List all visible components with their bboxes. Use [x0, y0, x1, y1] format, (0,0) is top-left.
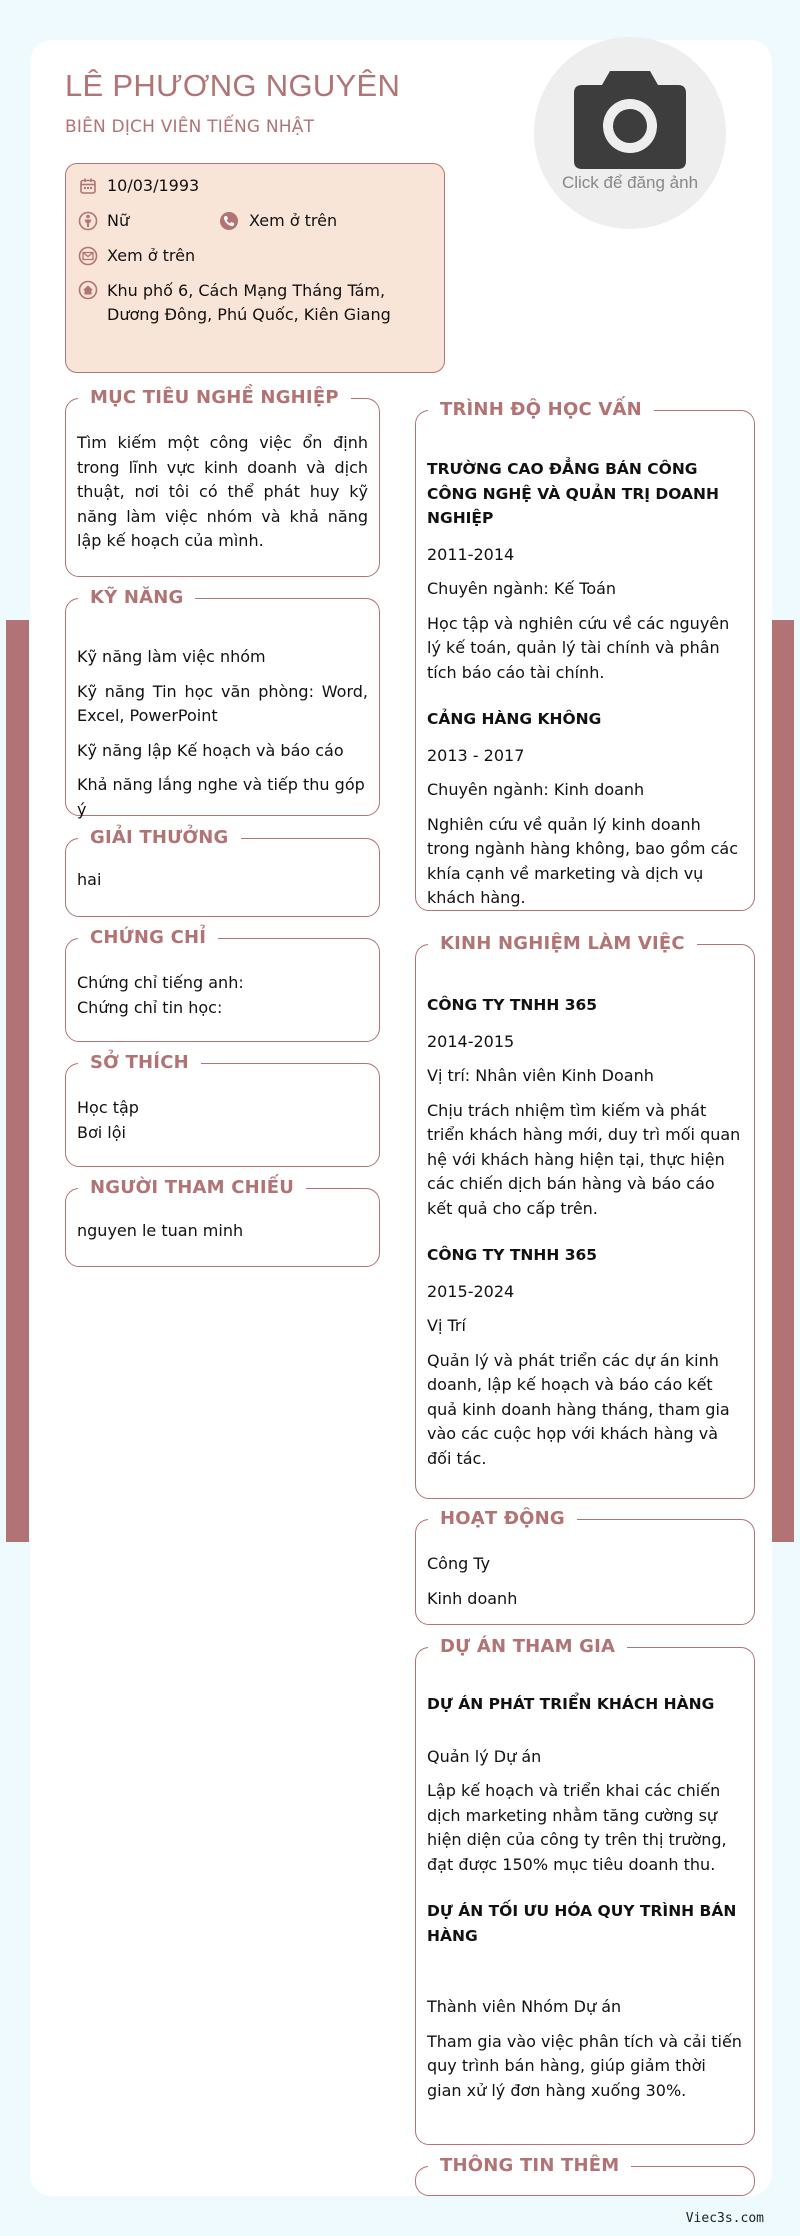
activity-item[interactable]: Công Ty — [427, 1554, 491, 1573]
photo-upload[interactable] — [534, 37, 726, 229]
home-icon — [78, 280, 98, 300]
education-period[interactable]: 2013 - 2017 — [427, 745, 525, 765]
hobby-item[interactable]: Bơi lội — [77, 1122, 126, 1142]
section-objective — [65, 387, 380, 577]
certificate-item[interactable]: Chứng chỉ tin học: — [77, 997, 223, 1017]
right-decor-stripe — [771, 620, 794, 1542]
education-desc[interactable]: Học tập và nghiên cứu về các nguyên lý kế toán, quản lý tài chính và phân tích báo cáo tài chính. — [427, 613, 730, 682]
company-name[interactable]: CÔNG TY TNHH 365 — [427, 996, 598, 1014]
section-hobbies — [65, 1052, 380, 1167]
education-period[interactable]: 2011-2014 — [427, 544, 515, 564]
project-role[interactable]: Quản lý Dự án — [427, 1746, 542, 1766]
section-projects — [415, 1636, 755, 2145]
email-icon — [78, 246, 98, 266]
phone[interactable]: Xem ở trên — [249, 211, 338, 230]
experience-period[interactable]: 2014-2015 — [427, 1031, 515, 1051]
section-skills — [65, 587, 380, 819]
experience-desc[interactable]: Quản lý và phát triển các dự án kinh doanh, lập kế hoạch và báo cáo kết quả kinh doanh hàng tháng, tham gia vào các cuộc họp với khách hàng và đối tác. — [427, 1350, 730, 1468]
projects-entries — [427, 1692, 743, 2103]
section-title-certificates: CHỨNG CHỈ — [78, 926, 218, 950]
section-additional — [415, 2155, 755, 2196]
section-certificates — [65, 927, 380, 1042]
section-title-hobbies: SỞ THÍCH — [78, 1051, 201, 1075]
left-decor-stripe — [6, 620, 29, 1542]
hobbies-list — [77, 1096, 368, 1145]
project-name[interactable]: DỰ ÁN TỐI ƯU HÓA QUY TRÌNH BÁN HÀNG — [427, 1902, 737, 1945]
experience-entries — [427, 993, 743, 1471]
section-title-skills: KỸ NĂNG — [78, 586, 195, 610]
awards-text[interactable]: hai — [77, 870, 102, 889]
section-education — [415, 399, 755, 911]
school-name[interactable]: TRƯỜNG CAO ĐẲNG BÁN CÔNG CÔNG NGHỆ VÀ QUẢN TRỊ DOANH NGHIỆP — [427, 460, 719, 527]
references-text[interactable]: nguyen le tuan minh — [77, 1221, 244, 1240]
camera-icon — [570, 65, 690, 173]
project-desc[interactable]: Lập kế hoạch và triển khai các chiến dịch marketing nhằm tăng cường sự hiện diện của công ty trên thị trường, đạt được 150% mục tiêu doanh thu. — [427, 1781, 727, 1874]
experience-desc[interactable]: Chịu trách nhiệm tìm kiếm và phát triển khách hàng mới, duy trì mối quan hệ với khách hàng hiện tại, thực hiện các chiến dịch bán hàng và báo cáo kết quả cho cấp trên. — [427, 1100, 741, 1218]
watermark: Viec3s.com — [685, 2211, 764, 2226]
photo-caption: Click để đăng ảnh — [561, 173, 699, 192]
section-title-awards: GIẢI THƯỞNG — [78, 826, 241, 850]
certificate-item[interactable]: Chứng chỉ tiếng anh: — [77, 973, 244, 992]
calendar-icon — [79, 177, 97, 195]
section-experience — [415, 933, 755, 1499]
section-title-experience: KINH NGHIỆM LÀM VIỆC — [428, 932, 697, 956]
project-role[interactable]: Thành viên Nhóm Dự án — [427, 1997, 622, 2016]
birthdate[interactable]: 10/03/1993 — [107, 176, 200, 195]
education-desc[interactable]: Nghiên cứu về quản lý kinh doanh trong ngành hàng không, bao gồm các khía cạnh về marketing và dịch vụ khách hàng. — [427, 814, 738, 907]
skill-item[interactable]: Kỹ năng Tin học văn phòng: Word, Excel, PowerPoint — [77, 681, 368, 725]
contact-info-box — [65, 163, 445, 373]
skills-list — [77, 645, 368, 822]
section-awards — [65, 827, 380, 917]
experience-position[interactable]: Vị Trí — [427, 1316, 466, 1335]
job-title[interactable]: BIÊN DỊCH VIÊN TIẾNG NHẬT — [65, 117, 315, 137]
education-major[interactable]: Chuyên ngành: Kinh doanh — [427, 780, 645, 799]
full-name[interactable]: LÊ PHƯƠNG NGUYÊN — [65, 68, 401, 103]
skill-item[interactable]: Kỹ năng làm việc nhóm — [77, 647, 266, 666]
education-entries — [427, 457, 743, 911]
section-title-education: TRÌNH ĐỘ HỌC VẤN — [428, 398, 654, 422]
certificates-list — [77, 971, 368, 1020]
section-title-references: NGƯỜI THAM CHIẾU — [78, 1176, 306, 1200]
section-references — [65, 1177, 380, 1267]
company-name[interactable]: CÔNG TY TNHH 365 — [427, 1246, 598, 1264]
phone-icon — [219, 211, 239, 231]
skill-item[interactable]: Kỹ năng lập Kế hoạch và báo cáo — [77, 740, 344, 760]
activities-list — [427, 1552, 743, 1611]
school-name[interactable]: CẢNG HÀNG KHÔNG — [427, 710, 602, 728]
experience-position[interactable]: Vị trí: Nhân viên Kinh Doanh — [427, 1066, 654, 1085]
gender[interactable]: Nữ — [107, 211, 130, 230]
section-title-projects: DỰ ÁN THAM GIA — [428, 1635, 627, 1659]
activity-item[interactable]: Kinh doanh — [427, 1588, 518, 1608]
hobby-item[interactable]: Học tập — [77, 1098, 139, 1117]
gender-icon — [78, 211, 98, 231]
section-title-additional: THÔNG TIN THÊM — [428, 2154, 631, 2178]
education-major[interactable]: Chuyên ngành: Kế Toán — [427, 579, 617, 598]
project-desc[interactable]: Tham gia vào việc phân tích và cải tiến quy trình bán hàng, giúp giảm thời gian xử lý đơn hàng xuống 30%. — [427, 2031, 742, 2100]
skill-item[interactable]: Khả năng lắng nghe và tiếp thu góp ý — [77, 775, 365, 819]
project-name[interactable]: DỰ ÁN PHÁT TRIỂN KHÁCH HÀNG — [427, 1695, 715, 1713]
section-title-objective: MỤC TIÊU NGHỀ NGHIỆP — [78, 386, 351, 410]
section-title-activities: HOẠT ĐỘNG — [428, 1507, 577, 1531]
experience-period[interactable]: 2015-2024 — [427, 1281, 515, 1301]
email[interactable]: Xem ở trên — [107, 246, 196, 265]
section-activities — [415, 1508, 755, 1625]
address[interactable]: Khu phố 6, Cách Mạng Tháng Tám, Dương Đông, Phú Quốc, Kiên Giang — [107, 281, 391, 324]
objective-text[interactable]: Tìm kiếm một công việc ổn định trong lĩnh vực kinh doanh và dịch thuật, nơi tôi có thể phát huy kỹ năng làm việc nhóm và khả năng lập kế hoạch của mình. — [77, 433, 368, 550]
